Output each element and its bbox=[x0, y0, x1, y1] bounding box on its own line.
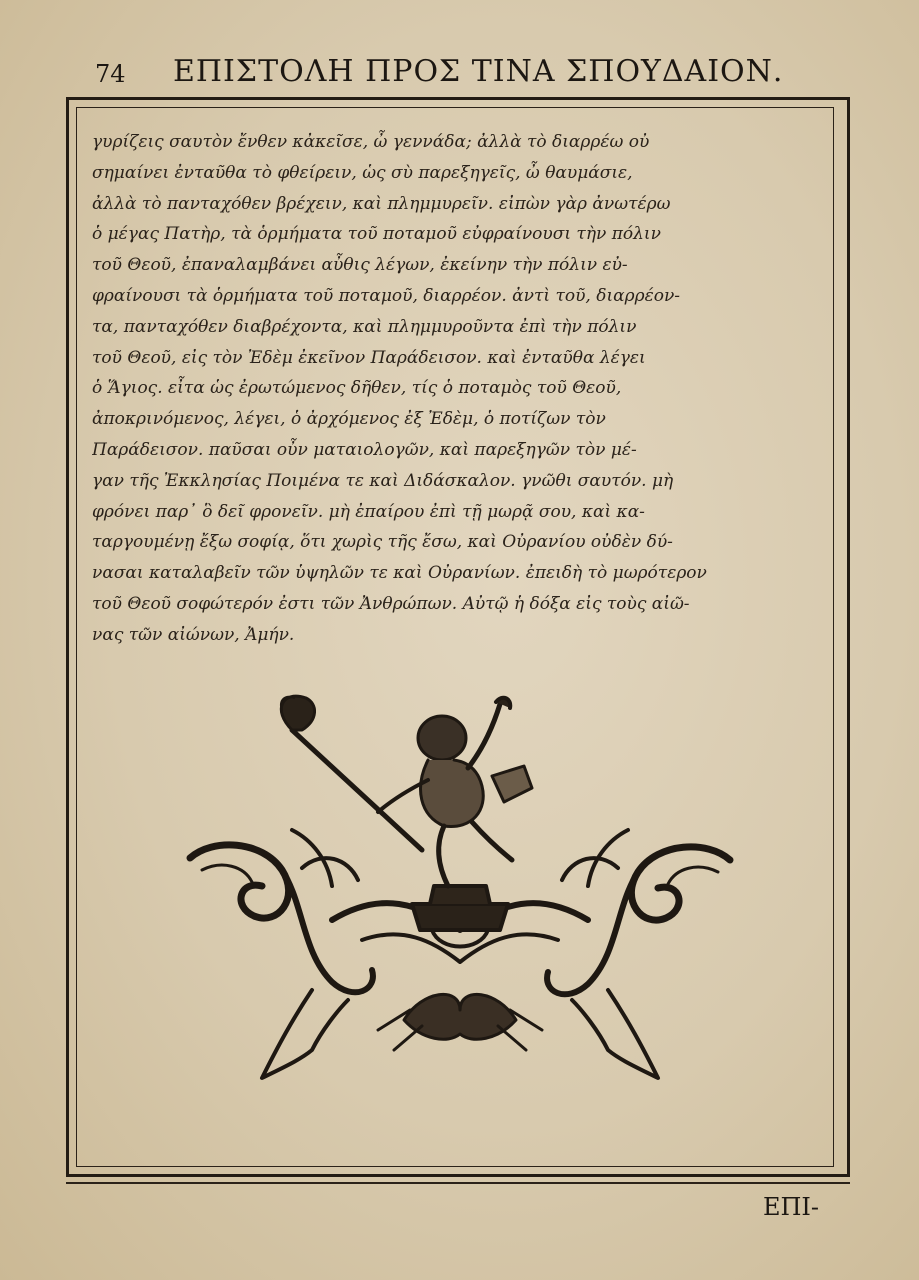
text-line: φρόνει παρ᾽ ὃ δεῖ φρονεῖν. μὴ ἐπαίρου ἐπὶ τῇ μωρᾷ σου, καὶ κα- bbox=[92, 501, 645, 522]
page-header bbox=[95, 50, 805, 100]
text-line: Παράδεισον. παῦσαι οὖν ματαιολογῶν, καὶ παρεξηγῶν τὸν μέ- bbox=[92, 439, 637, 460]
text-line: ὁ Ἅγιος. εἶτα ὡς ἐρωτώμενος δῆθεν, τίς ὁ ποταμὸς τοῦ Θεοῦ, bbox=[92, 378, 622, 399]
text-line: τοῦ Θεοῦ σοφώτερόν ἐστι τῶν Ἀνθρώπων. Αὐτῷ ἡ δόξα εἰς τοὺς αἰῶ- bbox=[92, 593, 690, 614]
running-title: ΕΠΙΣΤΟΛΗ ΠΡΟΣ ΤΙΝΑ ΣΠΟΥΔΑΙΟΝ. bbox=[173, 54, 784, 89]
text-line: ἀποκρινόμενος, λέγει, ὁ ἀρχόμενος ἐξ Ἐδὲμ, ὁ ποτίζων τὸν bbox=[92, 409, 606, 430]
frame-bottom-rule bbox=[66, 1182, 850, 1184]
page-number: 74 bbox=[95, 60, 126, 88]
text-line: τα, πανταχόθεν διαβρέχοντα, καὶ πλημμυροῦντα ἐπὶ τὴν πόλιν bbox=[92, 316, 637, 337]
cherub-ornament-icon bbox=[182, 690, 738, 1095]
text-line: ὁ μέγας Πατὴρ, τὰ ὁρμήματα τοῦ ποταμοῦ εὐφραίνουσι τὴν πόλιν bbox=[92, 224, 661, 245]
catchword: ΕΠΙ- bbox=[762, 1193, 819, 1221]
text-line: νασαι καταλαβεῖν τῶν ὑψηλῶν τε καὶ Οὐρανίων. ἐπειδὴ τὸ μωρότερον bbox=[92, 563, 707, 584]
text-line: γαν τῆς Ἐκκλησίας Ποιμένα τε καὶ Διδάσκαλον. γνῶθι σαυτόν. μὴ bbox=[92, 470, 674, 491]
body-text bbox=[92, 127, 824, 651]
text-line: τοῦ Θεοῦ, ἐπαναλαμβάνει αὖθις λέγων, ἐκείνην τὴν πόλιν εὐ- bbox=[92, 255, 628, 276]
text-line: νας τῶν αἰώνων, Ἀμήν. bbox=[92, 624, 295, 645]
text-line: σημαίνει ἐνταῦθα τὸ φθείρειν, ὡς σὺ παρεξηγεῖς, ὦ θαυμάσιε, bbox=[92, 162, 633, 183]
text-line: ταργουμένῃ ἔξω σοφίᾳ, ὅτι χωρὶς τῆς ἔσω, καὶ Οὐρανίου οὐδὲν δύ- bbox=[92, 532, 673, 553]
text-line: φραίνουσι τὰ ὁρμήματα τοῦ ποταμοῦ, διαρρέον. ἀντὶ τοῦ, διαρρέον- bbox=[92, 285, 681, 306]
text-line: γυρίζεις σαυτὸν ἔνθεν κἀκεῖσε, ὦ γεννάδα; ἀλλὰ τὸ διαρρέω οὐ bbox=[92, 132, 650, 152]
text-line: ἀλλὰ τὸ πανταχόθεν βρέχειν, καὶ πλημμυρεῖν. εἰπὼν γὰρ ἀνωτέρω bbox=[92, 193, 671, 214]
text-line: τοῦ Θεοῦ, εἰς τὸν Ἐδὲμ ἐκεῖνον Παράδεισον. καὶ ἐνταῦθα λέγει bbox=[92, 347, 646, 368]
